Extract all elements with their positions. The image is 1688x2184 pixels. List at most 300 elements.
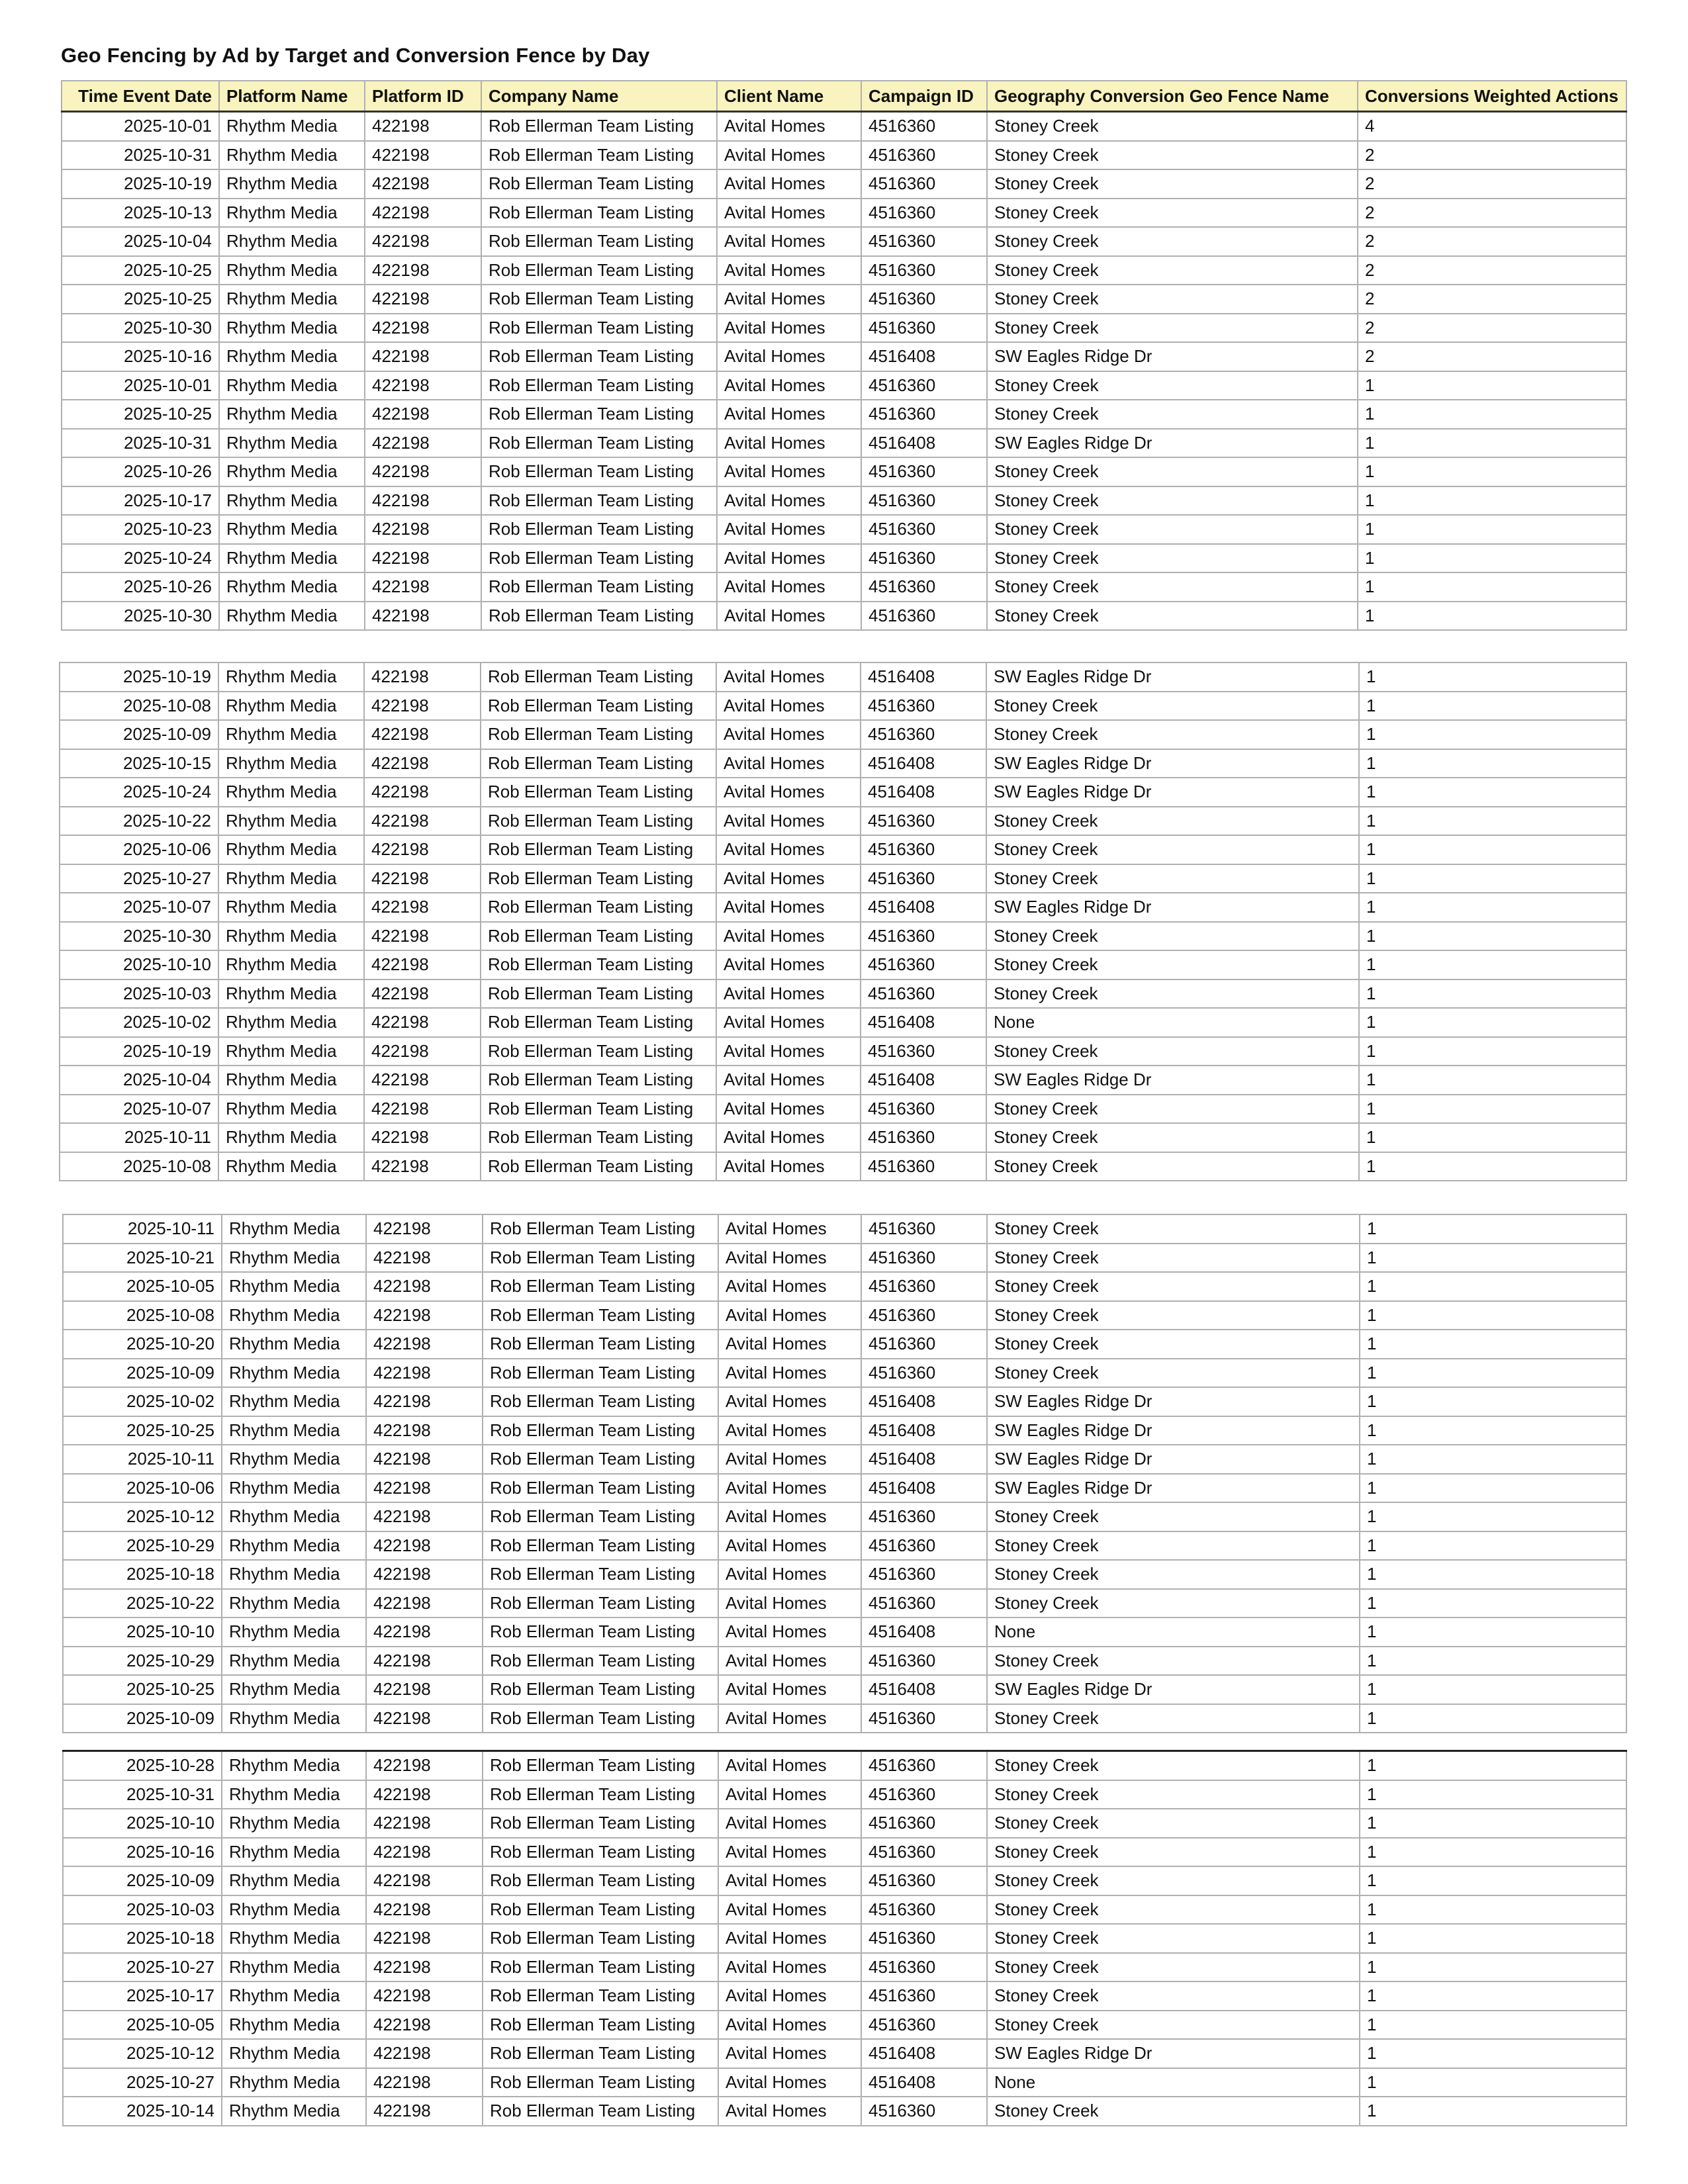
cell-platform-name: Rhythm Media (222, 1866, 366, 1895)
table-row[interactable] (62, 342, 1626, 371)
cell-platform-id: 422198 (364, 1095, 481, 1124)
cell-campaign-id: 4516408 (861, 1416, 987, 1445)
cell-campaign-id: 4516408 (861, 1008, 986, 1037)
cell-company-name: Rob Ellerman Team Listing (483, 1751, 718, 1780)
table-row[interactable] (62, 457, 1626, 486)
cell-campaign-id: 4516408 (861, 429, 987, 458)
cell-conversions: 1 (1359, 692, 1626, 721)
cell-geo-fence-name: Stoney Creek (986, 1037, 1359, 1066)
cell-conversions: 1 (1360, 1301, 1626, 1330)
cell-time-event-date: 2025-10-31 (62, 141, 219, 170)
cell-conversions: 2 (1358, 256, 1626, 285)
cell-company-name: Rob Ellerman Team Listing (481, 979, 716, 1009)
cell-campaign-id: 4516408 (861, 1675, 987, 1704)
table-row[interactable] (62, 256, 1626, 285)
cell-time-event-date: 2025-10-09 (63, 1704, 222, 1733)
cell-company-name: Rob Ellerman Team Listing (483, 1330, 718, 1359)
table-segment-4-grid (62, 1750, 1627, 2126)
cell-campaign-id: 4516360 (861, 1560, 987, 1589)
cell-platform-id: 422198 (366, 1214, 483, 1244)
cell-time-event-date: 2025-10-26 (62, 457, 219, 486)
cell-campaign-id: 4516360 (861, 1704, 987, 1733)
table-row[interactable] (60, 778, 1626, 807)
table-row[interactable] (62, 602, 1626, 631)
cell-conversions: 1 (1360, 1359, 1626, 1388)
cell-conversions: 1 (1358, 400, 1626, 429)
cell-conversions: 2 (1358, 141, 1626, 170)
cell-campaign-id: 4516360 (861, 1647, 987, 1676)
table-row[interactable] (63, 1780, 1626, 1809)
cell-client-name: Avital Homes (718, 1866, 861, 1895)
cell-company-name: Rob Ellerman Team Listing (481, 141, 717, 170)
cell-conversions: 1 (1359, 807, 1626, 836)
cell-platform-id: 422198 (365, 141, 481, 170)
cell-platform-name: Rhythm Media (222, 1675, 366, 1704)
cell-client-name: Avital Homes (716, 922, 861, 951)
cell-platform-id: 422198 (366, 1560, 483, 1589)
cell-client-name: Avital Homes (718, 1924, 861, 1953)
cell-geo-fence-name: Stoney Creek (987, 1359, 1360, 1388)
table-row[interactable] (62, 400, 1626, 429)
cell-platform-id: 422198 (364, 979, 481, 1009)
cell-conversions: 1 (1360, 2011, 1626, 2040)
cell-geo-fence-name: SW Eagles Ridge Dr (987, 342, 1358, 371)
cell-platform-name: Rhythm Media (222, 1589, 366, 1618)
cell-geo-fence-name: Stoney Creek (987, 457, 1358, 486)
cell-company-name: Rob Ellerman Team Listing (481, 429, 717, 458)
table-row[interactable] (63, 1445, 1626, 1474)
table-row[interactable] (63, 1647, 1626, 1676)
table-row[interactable] (60, 1123, 1626, 1152)
cell-conversions: 1 (1359, 778, 1626, 807)
cell-client-name: Avital Homes (718, 1981, 861, 2011)
cell-company-name: Rob Ellerman Team Listing (481, 199, 717, 228)
cell-client-name: Avital Homes (717, 141, 861, 170)
cell-conversions: 1 (1360, 2097, 1626, 2126)
cell-platform-name: Rhythm Media (219, 112, 365, 141)
table-row[interactable] (63, 1531, 1626, 1561)
cell-platform-name: Rhythm Media (219, 572, 365, 602)
cell-client-name: Avital Homes (718, 1895, 861, 1925)
cell-platform-id: 422198 (366, 1474, 483, 1503)
cell-campaign-id: 4516408 (861, 1066, 986, 1095)
col-header-conversions[interactable]: Conversions Weighted Actions (1358, 81, 1626, 112)
cell-conversions: 1 (1359, 749, 1626, 778)
cell-platform-id: 422198 (366, 1416, 483, 1445)
table-row[interactable] (62, 112, 1626, 141)
cell-client-name: Avital Homes (718, 1617, 861, 1647)
cell-platform-name: Rhythm Media (218, 692, 364, 721)
cell-platform-id: 422198 (366, 1502, 483, 1531)
table-row[interactable] (62, 169, 1626, 199)
cell-time-event-date: 2025-10-16 (63, 1838, 222, 1867)
table-row[interactable] (63, 2097, 1626, 2126)
cell-conversions: 2 (1358, 314, 1626, 343)
cell-platform-name: Rhythm Media (219, 544, 365, 573)
table-row[interactable] (60, 1037, 1626, 1066)
cell-company-name: Rob Ellerman Team Listing (483, 2068, 718, 2097)
col-header-platform-id[interactable]: Platform ID (365, 81, 481, 112)
cell-time-event-date: 2025-10-25 (62, 400, 219, 429)
cell-company-name: Rob Ellerman Team Listing (481, 692, 716, 721)
cell-company-name: Rob Ellerman Team Listing (481, 256, 717, 285)
table-row[interactable] (63, 1809, 1626, 1838)
cell-client-name: Avital Homes (718, 1502, 861, 1531)
cell-campaign-id: 4516360 (861, 807, 986, 836)
table-row[interactable] (62, 314, 1626, 343)
table-row[interactable] (62, 141, 1626, 170)
cell-client-name: Avital Homes (716, 692, 861, 721)
table-row[interactable] (63, 1359, 1626, 1388)
cell-client-name: Avital Homes (718, 1330, 861, 1359)
cell-platform-id: 422198 (366, 1330, 483, 1359)
cell-geo-fence-name: None (986, 1008, 1359, 1037)
cell-client-name: Avital Homes (717, 544, 861, 573)
cell-company-name: Rob Ellerman Team Listing (483, 1301, 718, 1330)
cell-company-name: Rob Ellerman Team Listing (481, 457, 717, 486)
cell-geo-fence-name: Stoney Creek (987, 227, 1358, 256)
cell-conversions: 2 (1358, 227, 1626, 256)
cell-geo-fence-name: SW Eagles Ridge Dr (986, 778, 1359, 807)
cell-platform-id: 422198 (366, 1866, 483, 1895)
cell-geo-fence-name: Stoney Creek (987, 1214, 1360, 1244)
cell-client-name: Avital Homes (716, 1095, 861, 1124)
cell-time-event-date: 2025-10-14 (63, 2097, 222, 2126)
cell-company-name: Rob Ellerman Team Listing (483, 1809, 718, 1838)
cell-client-name: Avital Homes (717, 314, 861, 343)
cell-campaign-id: 4516360 (861, 1838, 987, 1867)
cell-platform-id: 422198 (366, 1589, 483, 1618)
cell-company-name: Rob Ellerman Team Listing (483, 1359, 718, 1388)
cell-client-name: Avital Homes (718, 1838, 861, 1867)
cell-company-name: Rob Ellerman Team Listing (481, 835, 716, 864)
cell-time-event-date: 2025-10-12 (63, 2039, 222, 2068)
table-row[interactable] (62, 199, 1626, 228)
cell-geo-fence-name: None (987, 2068, 1360, 2097)
table-row[interactable] (60, 893, 1626, 922)
cell-client-name: Avital Homes (718, 2039, 861, 2068)
cell-geo-fence-name: SW Eagles Ridge Dr (986, 893, 1359, 922)
cell-company-name: Rob Ellerman Team Listing (481, 749, 716, 778)
cell-conversions: 1 (1360, 1244, 1626, 1273)
table-row[interactable] (63, 1924, 1626, 1953)
cell-time-event-date: 2025-10-11 (63, 1445, 222, 1474)
cell-client-name: Avital Homes (718, 1780, 861, 1809)
table-row[interactable] (63, 1981, 1626, 2011)
col-header-campaign-id[interactable]: Campaign ID (861, 81, 987, 112)
cell-conversions: 1 (1360, 1560, 1626, 1589)
table-row[interactable] (63, 1474, 1626, 1503)
table-row[interactable] (63, 2068, 1626, 2097)
cell-company-name: Rob Ellerman Team Listing (483, 1272, 718, 1301)
cell-platform-id: 422198 (365, 400, 481, 429)
cell-conversions: 1 (1360, 1502, 1626, 1531)
cell-platform-name: Rhythm Media (222, 1474, 366, 1503)
cell-platform-name: Rhythm Media (219, 256, 365, 285)
table-row[interactable] (60, 1008, 1626, 1037)
cell-campaign-id: 4516360 (861, 1751, 987, 1780)
table-row[interactable] (62, 371, 1626, 400)
cell-company-name: Rob Ellerman Team Listing (483, 1445, 718, 1474)
table-row[interactable] (62, 429, 1626, 458)
cell-platform-name: Rhythm Media (218, 950, 364, 979)
cell-platform-id: 422198 (366, 1895, 483, 1925)
cell-company-name: Rob Ellerman Team Listing (481, 720, 716, 749)
table-row[interactable] (63, 1838, 1626, 1867)
cell-time-event-date: 2025-10-31 (62, 429, 219, 458)
table-row[interactable] (63, 1895, 1626, 1925)
cell-geo-fence-name: Stoney Creek (986, 1095, 1359, 1124)
cell-geo-fence-name: Stoney Creek (986, 720, 1359, 749)
cell-platform-name: Rhythm Media (222, 1704, 366, 1733)
cell-company-name: Rob Ellerman Team Listing (481, 486, 717, 516)
cell-platform-name: Rhythm Media (222, 2039, 366, 2068)
cell-campaign-id: 4516360 (861, 1214, 987, 1244)
table-row[interactable] (63, 1617, 1626, 1647)
cell-conversions: 1 (1360, 1387, 1626, 1416)
table-row[interactable] (60, 950, 1626, 979)
table-segment-3-grid (62, 1214, 1627, 1733)
col-header-client-name[interactable]: Client Name (717, 81, 861, 112)
cell-platform-name: Rhythm Media (218, 1152, 364, 1181)
cell-platform-id: 422198 (365, 169, 481, 199)
cell-platform-name: Rhythm Media (219, 285, 365, 314)
cell-platform-name: Rhythm Media (222, 1809, 366, 1838)
table-row[interactable] (62, 572, 1626, 602)
cell-client-name: Avital Homes (717, 572, 861, 602)
cell-time-event-date: 2025-10-05 (63, 2011, 222, 2040)
table-row[interactable] (63, 1301, 1626, 1330)
cell-company-name: Rob Ellerman Team Listing (483, 1589, 718, 1618)
cell-platform-id: 422198 (364, 1037, 481, 1066)
cell-time-event-date: 2025-10-25 (63, 1675, 222, 1704)
cell-time-event-date: 2025-10-19 (60, 662, 218, 692)
cell-geo-fence-name: Stoney Creek (986, 692, 1359, 721)
cell-geo-fence-name: SW Eagles Ridge Dr (987, 2039, 1360, 2068)
cell-client-name: Avital Homes (717, 400, 861, 429)
cell-company-name: Rob Ellerman Team Listing (483, 1416, 718, 1445)
cell-platform-id: 422198 (364, 950, 481, 979)
cell-time-event-date: 2025-10-16 (62, 342, 219, 371)
cell-conversions: 2 (1358, 342, 1626, 371)
cell-company-name: Rob Ellerman Team Listing (481, 1066, 716, 1095)
table-row[interactable] (63, 1272, 1626, 1301)
cell-conversions: 2 (1358, 199, 1626, 228)
cell-platform-id: 422198 (365, 227, 481, 256)
cell-geo-fence-name: Stoney Creek (987, 515, 1358, 544)
cell-time-event-date: 2025-10-19 (62, 169, 219, 199)
cell-geo-fence-name: Stoney Creek (987, 1330, 1360, 1359)
cell-platform-name: Rhythm Media (222, 1502, 366, 1531)
cell-platform-id: 422198 (364, 749, 481, 778)
cell-campaign-id: 4516408 (861, 893, 986, 922)
cell-platform-name: Rhythm Media (218, 979, 364, 1009)
cell-company-name: Rob Ellerman Team Listing (483, 1866, 718, 1895)
cell-platform-name: Rhythm Media (222, 1330, 366, 1359)
table-row[interactable] (63, 1589, 1626, 1618)
cell-conversions: 1 (1360, 1780, 1626, 1809)
cell-company-name: Rob Ellerman Team Listing (483, 1474, 718, 1503)
cell-platform-name: Rhythm Media (218, 662, 364, 692)
cell-platform-id: 422198 (364, 835, 481, 864)
table-row[interactable] (63, 1387, 1626, 1416)
cell-time-event-date: 2025-10-06 (60, 835, 218, 864)
table-row[interactable] (63, 1416, 1626, 1445)
report-table (61, 80, 1627, 631)
cell-geo-fence-name: Stoney Creek (987, 1531, 1360, 1561)
cell-geo-fence-name: Stoney Creek (987, 256, 1358, 285)
cell-company-name: Rob Ellerman Team Listing (483, 2097, 718, 2126)
table-row[interactable] (60, 864, 1626, 893)
cell-company-name: Rob Ellerman Team Listing (481, 400, 717, 429)
cell-conversions: 1 (1359, 1037, 1626, 1066)
cell-platform-id: 422198 (366, 1272, 483, 1301)
table-row[interactable] (60, 807, 1626, 836)
cell-campaign-id: 4516360 (861, 141, 987, 170)
cell-time-event-date: 2025-10-10 (60, 950, 218, 979)
table-row[interactable] (63, 2039, 1626, 2068)
cell-company-name: Rob Ellerman Team Listing (483, 1780, 718, 1809)
cell-campaign-id: 4516360 (861, 572, 987, 602)
table-row[interactable] (60, 1152, 1626, 1181)
table-row[interactable] (63, 1330, 1626, 1359)
table-row[interactable] (60, 720, 1626, 749)
table-row[interactable] (63, 1675, 1626, 1704)
cell-client-name: Avital Homes (718, 1560, 861, 1589)
cell-conversions: 1 (1360, 1866, 1626, 1895)
cell-conversions: 1 (1360, 1647, 1626, 1676)
cell-time-event-date: 2025-10-30 (62, 314, 219, 343)
table-row[interactable] (63, 1214, 1626, 1244)
table-row[interactable] (60, 692, 1626, 721)
cell-geo-fence-name: Stoney Creek (987, 199, 1358, 228)
table-row[interactable] (62, 515, 1626, 544)
cell-platform-name: Rhythm Media (222, 1416, 366, 1445)
cell-campaign-id: 4516360 (861, 1095, 986, 1124)
cell-platform-id: 422198 (365, 602, 481, 631)
col-header-company-name[interactable]: Company Name (481, 81, 717, 112)
table-body-segment-4 (63, 1751, 1626, 2126)
cell-geo-fence-name: Stoney Creek (987, 1924, 1360, 1953)
cell-time-event-date: 2025-10-15 (60, 749, 218, 778)
cell-campaign-id: 4516360 (861, 1780, 987, 1809)
table-row[interactable] (60, 749, 1626, 778)
cell-client-name: Avital Homes (718, 1244, 861, 1273)
table-row[interactable] (60, 662, 1626, 692)
table-body-segment-1 (62, 112, 1626, 631)
cell-conversions: 1 (1358, 515, 1626, 544)
cell-platform-id: 422198 (365, 544, 481, 573)
cell-time-event-date: 2025-10-02 (63, 1387, 222, 1416)
cell-conversions: 1 (1359, 720, 1626, 749)
cell-company-name: Rob Ellerman Team Listing (481, 662, 716, 692)
cell-company-name: Rob Ellerman Team Listing (481, 602, 717, 631)
table-row[interactable] (62, 486, 1626, 516)
table-row[interactable] (63, 1751, 1626, 1780)
cell-platform-id: 422198 (364, 864, 481, 893)
table-row[interactable] (60, 835, 1626, 864)
cell-company-name: Rob Ellerman Team Listing (483, 1981, 718, 2011)
cell-company-name: Rob Ellerman Team Listing (481, 515, 717, 544)
cell-platform-id: 422198 (364, 1152, 481, 1181)
cell-platform-name: Rhythm Media (218, 864, 364, 893)
table-row[interactable] (63, 1560, 1626, 1589)
cell-client-name: Avital Homes (716, 1008, 861, 1037)
cell-time-event-date: 2025-10-08 (63, 1301, 222, 1330)
table-row[interactable] (60, 922, 1626, 951)
table-row[interactable] (60, 1066, 1626, 1095)
cell-time-event-date: 2025-10-01 (62, 112, 219, 141)
table-row[interactable] (60, 979, 1626, 1009)
cell-company-name: Rob Ellerman Team Listing (483, 1924, 718, 1953)
table-row[interactable] (63, 1502, 1626, 1531)
cell-platform-name: Rhythm Media (219, 515, 365, 544)
cell-conversions: 1 (1358, 429, 1626, 458)
cell-campaign-id: 4516360 (861, 835, 986, 864)
table-row[interactable] (63, 1866, 1626, 1895)
cell-platform-id: 422198 (364, 807, 481, 836)
cell-campaign-id: 4516360 (861, 1244, 987, 1273)
cell-campaign-id: 4516360 (861, 1359, 987, 1388)
cell-geo-fence-name: Stoney Creek (987, 1560, 1360, 1589)
cell-time-event-date: 2025-10-02 (60, 1008, 218, 1037)
cell-platform-name: Rhythm Media (222, 1214, 366, 1244)
cell-conversions: 1 (1360, 1589, 1626, 1618)
cell-company-name: Rob Ellerman Team Listing (481, 950, 716, 979)
cell-geo-fence-name: Stoney Creek (987, 1589, 1360, 1618)
cell-campaign-id: 4516360 (861, 1953, 987, 1982)
cell-geo-fence-name: Stoney Creek (986, 979, 1359, 1009)
cell-conversions: 1 (1360, 1704, 1626, 1733)
cell-conversions: 1 (1360, 1675, 1626, 1704)
cell-time-event-date: 2025-10-07 (60, 893, 218, 922)
cell-campaign-id: 4516360 (861, 1589, 987, 1618)
cell-client-name: Avital Homes (717, 112, 861, 141)
cell-geo-fence-name: Stoney Creek (987, 1272, 1360, 1301)
table-row[interactable] (62, 544, 1626, 573)
cell-campaign-id: 4516360 (861, 720, 986, 749)
cell-platform-id: 422198 (366, 1359, 483, 1388)
cell-platform-id: 422198 (364, 778, 481, 807)
cell-client-name: Avital Homes (716, 662, 861, 692)
table-row[interactable] (62, 227, 1626, 256)
col-header-geo-fence-name[interactable]: Geography Conversion Geo Fence Name (987, 81, 1358, 112)
cell-company-name: Rob Ellerman Team Listing (481, 227, 717, 256)
table-row[interactable] (63, 1244, 1626, 1273)
cell-time-event-date: 2025-10-17 (63, 1981, 222, 2011)
table-row[interactable] (63, 1704, 1626, 1733)
table-row[interactable] (60, 1095, 1626, 1124)
cell-company-name: Rob Ellerman Team Listing (481, 1095, 716, 1124)
table-row[interactable] (62, 285, 1626, 314)
col-header-time-event-date[interactable]: Time Event Date (62, 81, 219, 112)
cell-geo-fence-name: Stoney Creek (987, 2011, 1360, 2040)
cell-platform-id: 422198 (366, 1981, 483, 2011)
cell-time-event-date: 2025-10-11 (60, 1123, 218, 1152)
cell-geo-fence-name: Stoney Creek (986, 1123, 1359, 1152)
table-segment-4 (62, 1750, 1626, 2126)
table-row[interactable] (63, 1953, 1626, 1982)
cell-platform-name: Rhythm Media (219, 371, 365, 400)
table-row[interactable] (63, 2011, 1626, 2040)
col-header-platform-name[interactable]: Platform Name (219, 81, 365, 112)
cell-platform-name: Rhythm Media (219, 314, 365, 343)
cell-geo-fence-name: Stoney Creek (987, 1953, 1360, 1982)
cell-platform-name: Rhythm Media (219, 457, 365, 486)
cell-geo-fence-name: SW Eagles Ridge Dr (987, 429, 1358, 458)
cell-client-name: Avital Homes (716, 1152, 861, 1181)
cell-platform-name: Rhythm Media (219, 199, 365, 228)
